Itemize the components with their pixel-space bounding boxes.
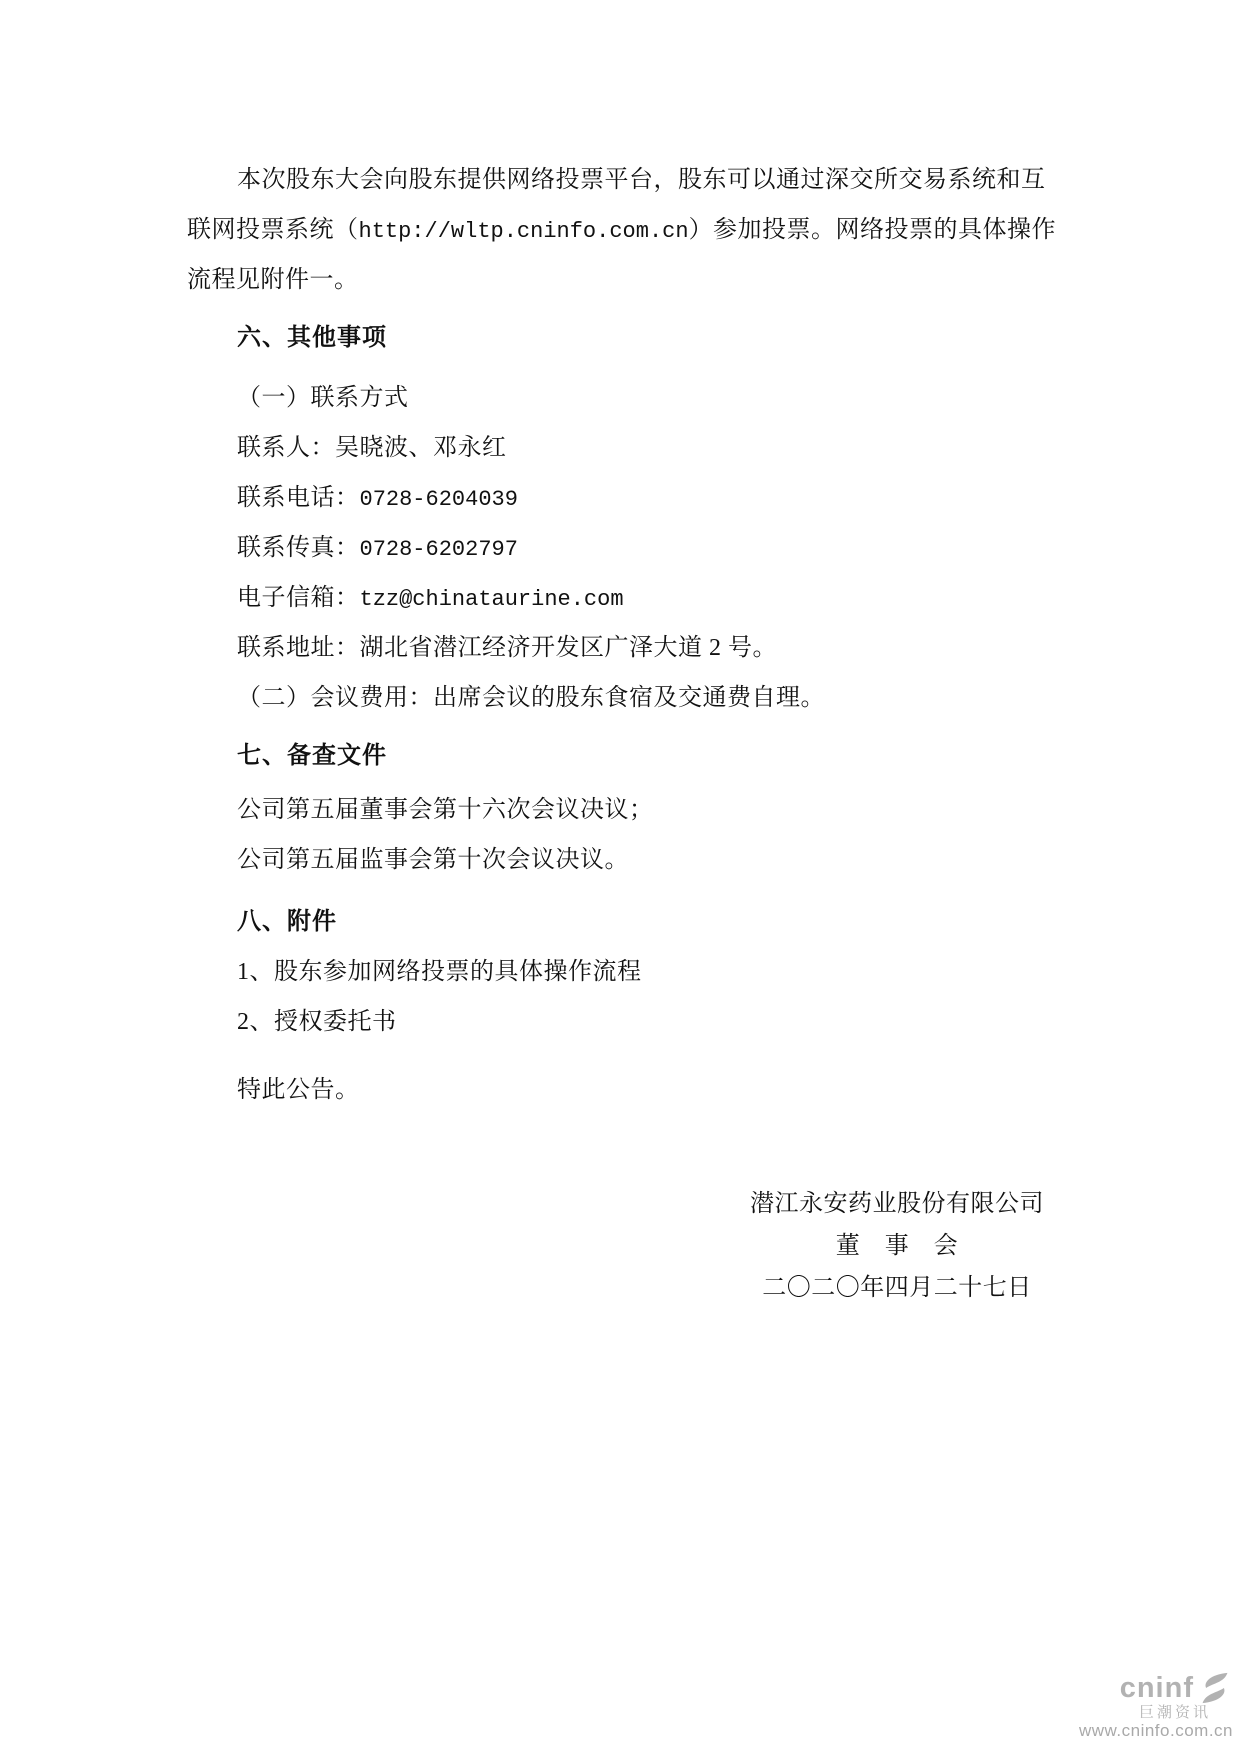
contact-person-row (187, 423, 1057, 473)
signature-block (747, 1183, 1047, 1309)
voting-url: http://wltp.cninfo.com.cn (358, 219, 689, 244)
section-7-item-1: 公司第五届董事会第十六次会议决议； (237, 797, 654, 823)
cninfo-logo-text: cninf (1119, 1672, 1194, 1704)
signature-date: 二〇二〇年四月二十七日 (762, 1275, 1032, 1301)
cninfo-swirl-icon (1197, 1672, 1233, 1704)
signature-company: 潜江永安药业股份有限公司 (750, 1191, 1044, 1217)
contact-phone-label: 联系电话： (237, 485, 360, 511)
cninfo-site-name: 巨潮资讯 (1138, 1704, 1211, 1721)
section-7-heading: 七、备查文件 (237, 742, 387, 769)
section-8-item-2: 2、授权委托书 (237, 1009, 397, 1035)
section-6-sub-1: （一）联系方式 (237, 385, 409, 411)
intro-line-2-post: ）参加投票。网络投票的具体操作 (688, 217, 1057, 243)
section-6-heading: 六、其他事项 (237, 324, 387, 351)
signature-board: 董 事 会 (835, 1233, 959, 1259)
section-7-item-2: 公司第五届监事会第十次会议决议。 (237, 847, 629, 873)
closing-note: 特此公告。 (237, 1077, 360, 1103)
contact-phone-row (187, 473, 1057, 523)
contact-fax-value: 0728-6202797 (359, 537, 518, 562)
cninfo-url: www.cninfo.com.cn (1079, 1721, 1233, 1740)
contact-email-label: 电子信箱： (237, 585, 360, 611)
contact-fax-label: 联系传真： (237, 535, 360, 561)
section-6-sub-2: （二）会议费用：出席会议的股东食宿及交通费自理。 (237, 685, 825, 711)
contact-address-row (187, 623, 1057, 673)
intro-line-3: 流程见附件一。 (187, 267, 359, 293)
contact-address-value: 湖北省潜江经济开发区广泽大道 2 号。 (359, 635, 777, 661)
section-8-item-1: 1、股东参加网络投票的具体操作流程 (237, 959, 642, 985)
intro-line-2 (187, 205, 1057, 255)
contact-person-value: 吴晓波、邓永红 (335, 435, 507, 461)
contact-address-label: 联系地址： (237, 635, 360, 661)
contact-email-value: tzz@chinataurine.com (359, 587, 624, 612)
contact-email-row (187, 573, 1057, 623)
contact-fax-row (187, 523, 1057, 573)
contact-phone-value: 0728-6204039 (359, 487, 518, 512)
section-8-heading: 八、附件 (237, 908, 337, 935)
intro-line-1: 本次股东大会向股东提供网络投票平台，股东可以通过深交所交易系统和互 (237, 167, 1046, 193)
intro-line-2-pre: 联网投票系统（ (187, 217, 359, 243)
contact-person-label: 联系人： (237, 435, 335, 461)
cninfo-logo (1120, 1672, 1233, 1704)
cninfo-watermark (1079, 1672, 1233, 1740)
